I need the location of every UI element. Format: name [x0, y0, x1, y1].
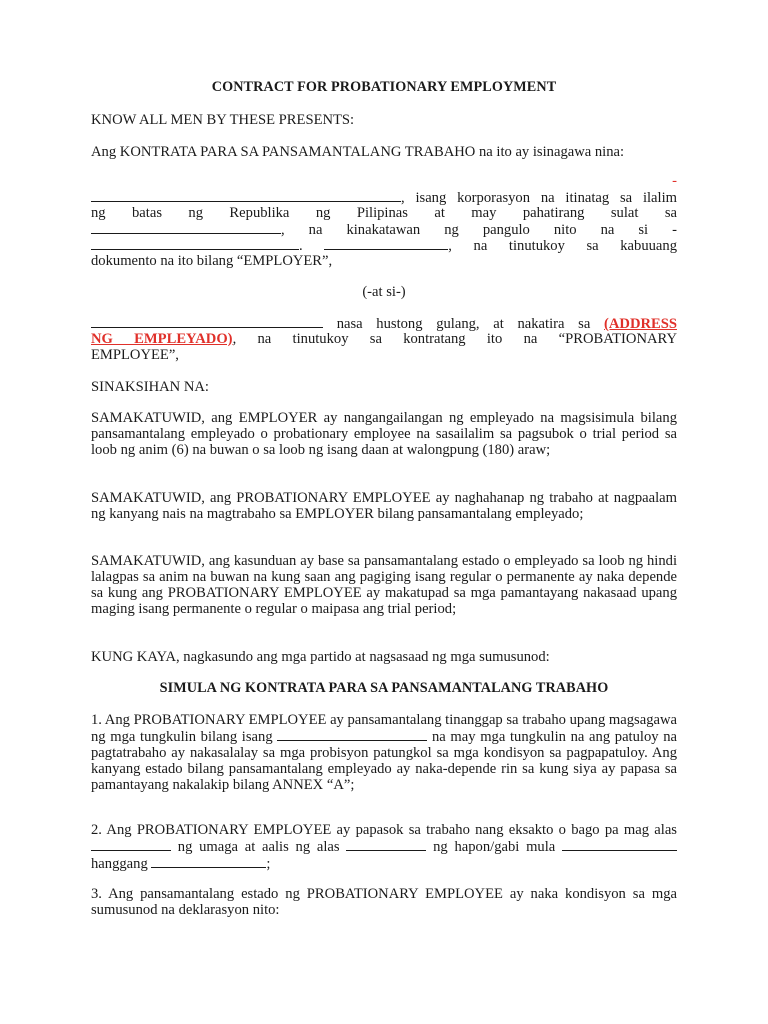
employer-line-1: , isang korporasyon na itinatag sa ilalim	[91, 189, 677, 206]
employer-president-blank	[91, 237, 299, 250]
separator: (-at si-)	[362, 284, 406, 300]
employer-president-blank-2	[324, 237, 448, 250]
employer-line-2: ng batas ng Republika ng Pilipinas at may pahatirang sulat sa	[91, 205, 677, 221]
document-title: CONTRACT FOR PROBATIONARY EMPLOYMENT	[211, 79, 557, 95]
whereas-paragraph-3: SAMAKATUWID, ang kasunduan ay base sa pansamantalang estado o empleyado sa loob ng hindi lalagpas sa anim na buwan na kung saan ang pagiging isang regular o permanente ay naka depende sa kung ang PROBATIONARY EMPLOYEE ay makatupad sa mga pamantayang nakasaad upang maging isang permanente o regular o maipasa ang trial period;	[91, 553, 677, 617]
start-day-blank	[562, 838, 677, 851]
employee-address-placeholder: (ADDRESS	[604, 316, 677, 332]
red-mark: -	[672, 173, 677, 189]
employee-paragraph	[91, 315, 677, 363]
intro-paragraph: Ang KONTRATA PARA SA PANSAMANTALANG TRABAHO na ito ay isinagawa nina:	[91, 144, 625, 160]
item-3: 3. Ang pansamantalang estado ng PROBATIONARY EMPLOYEE ay naka kondisyon sa mga sumusunod na deklarasyon nito:	[91, 886, 677, 918]
employee-line-1: nasa hustong gulang, at nakatira sa (ADDRESS	[91, 315, 677, 332]
end-day-blank	[151, 855, 266, 868]
whereas-paragraph-2: SAMAKATUWID, ang PROBATIONARY EMPLOYEE ay naghahanap ng trabaho at nagpaalam ng kanyang nais na magtrabaho sa EMPLOYER bilang pansamantalang empleyado;	[91, 490, 677, 522]
employee-line-2: NG EMPLEYADO), na tinutukoy sa kontratang ito na “PROBATIONARY	[91, 331, 677, 347]
position-blank	[277, 728, 427, 741]
employee-line-3: EMPLOYEE”,	[91, 347, 179, 363]
section-title: SIMULA NG KONTRATA PARA SA PANSAMANTALANG TRABAHO	[159, 680, 609, 696]
item-1: 1. Ang PROBATIONARY EMPLOYEE ay pansamantalang tinanggap sa trabaho upang magsagawa ng mga tungkulin bilang isang na may mga tungkulin na ang patuloy na pagtatrabaho ay nakasalalay sa mga probisyon patungkol sa mga kondisyon sa pagpapatuloy. Ang kanyang estado bilang pansamantalang empleyado ay naka-depende rin sa kung siya ay papasa sa pamantayang nakalakip bilang ANNEX “A”;	[91, 712, 677, 793]
opening-line: KNOW ALL MEN BY THESE PRESENTS:	[91, 112, 355, 128]
end-time-blank	[346, 838, 426, 851]
employer-paragraph	[91, 173, 677, 273]
item-2: 2. Ang PROBATIONARY EMPLOYEE ay papasok sa trabaho nang eksakto o bago pa mag alas ng umaga at aalis ng alas ng hapon/gabi mula hanggang ;	[91, 822, 677, 872]
whereas-paragraph-1: SAMAKATUWID, ang EMPLOYER ay nangangailangan ng empleyado na magsisimula bilang pansamantalang empleyado o probationary employee na sasailalim sa pagsubok o trial period sa loob ng anim (6) na buwan o sa loob ng isang daan at walongpung (180) araw;	[91, 410, 677, 458]
start-time-blank	[91, 838, 171, 851]
employer-line-5: dokumento na ito bilang “EMPLOYER”,	[91, 253, 333, 269]
employer-line-3: , na kinakatawan ng pangulo nito na si -	[91, 221, 677, 238]
employer-name-blank	[91, 189, 401, 202]
employer-line-4: . , na tinutukoy sa kabuuang	[91, 237, 677, 254]
witness-line: SINAKSIHAN NA:	[91, 379, 209, 395]
agreement-line: KUNG KAYA, nagkasundo ang mga partido at nagsasaad ng mga sumusunod:	[91, 649, 550, 665]
employer-address-blank	[91, 221, 281, 234]
employee-name-blank	[91, 315, 323, 328]
